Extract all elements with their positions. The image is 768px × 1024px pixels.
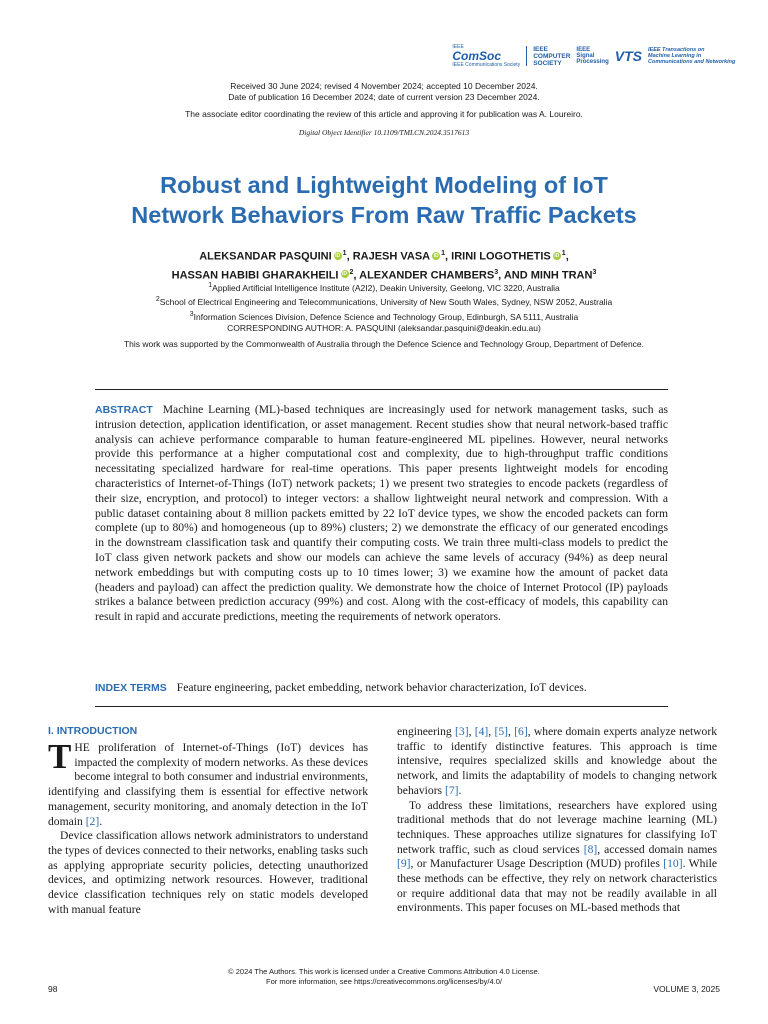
funding-note: This work was supported by the Commonwealth of Australia through the Defence Science and Technology Group, Department of Defence. bbox=[123, 339, 645, 349]
citation-link[interactable]: [6] bbox=[514, 725, 528, 738]
abstract-text: Machine Learning (ML)-based techniques are increasingly used for network management tasks, such as intrusion detection, application identification, or asset management. Recent studies show that neural network-based traffic analysis can achieve performance comparable to human feature-engineered ML pipelines. However, neural networks provide this performance at a higher computational cost and complexity, due to high-throughput traffic conditions necessitating specialized hardware for real-time operations. This paper presents lightweight models for encoding characteristics of Internet-of-Things (IoT) network packets; 1) we present two strategies to encode packets (regardless of their size, encryption, and protocol) to integer vectors: a shallow lightweight neural network and compression. With a public dataset containing about 8 million packets emitted by 22 IoT device types, we show the encoded packets can form complete (up to 80%) and homogeneous (up to 89%) clusters; 2) we demonstrate the efficacy of our generated encodings in the downstream classification task and quantify their computing costs. We train three multi-class models to predict the IoT class given network packets and show our models can achieve the same levels of accuracy (94%) as deep neural network embeddings but with computing costs up to 10 times lower; 3) we examine how the amount of packet data (headers and payload) can affect the prediction quality. We demonstrate how the choice of Internet Protocol (IP) payloads strikes a balance between prediction accuracy (99%) and cost. Along with the cost-efficacy of models, this capability can result in rapid and accurate predictions, meeting the requirements of network operators. bbox=[95, 403, 668, 624]
paragraph: THE proliferation of Internet-of-Things (IoT) devices has impacted the complexity of modern networks. As these devices become integral to both consumer and industrial environments, identifying and classifying them is essential for effective network management, security monitoring, and anomaly detection in the IoT domain [2]. bbox=[48, 737, 368, 828]
abstract-label: ABSTRACT bbox=[95, 404, 153, 416]
divider bbox=[95, 389, 668, 390]
author-list: ALEKSANDAR PASQUINI iD $^1$, RAJESH VASA iD $^1$, IRINI LOGOTHETIS iD $^1$, HASSAN HABIBI GHARAKHEILI iD $^2$, ALEXANDER CHAMBERS$^3$, AND MINH TRAN$^3$ bbox=[171, 250, 597, 282]
paper-title: Robust and Lightweight Modeling of IoT Network Behaviors From Raw Traffic Packets bbox=[131, 172, 637, 228]
paragraph: engineering [3], [4], [5], [6], where domain experts analyze network traffic to identify distinctive features. This approach is time intensive, requires specialized skills and knowledge about the network, and limits the adaptability of models to changing network behaviors [7]. bbox=[397, 725, 718, 797]
left-column bbox=[48, 737, 368, 917]
paragraph: Device classification allows network administrators to understand the types of devices connected to their networks, enabling tasks such as applying appropriate security policies, detecting unauthorized devices, and optimizing network resources. However, traditional device classification techniques rely on static models developed with manual feature bbox=[48, 829, 368, 916]
vts-logo: VTS bbox=[614, 48, 642, 64]
citation-link[interactable]: [5] bbox=[494, 725, 508, 738]
computer-society-logo: IEEE COMPUTER SOCIETY bbox=[533, 45, 571, 67]
orcid-icon[interactable]: iD bbox=[342, 271, 347, 278]
license-note: © 2024 The Authors. This work is licensed under a Creative Commons Attribution 4.0 License. For more information, see https://creativecommons.org/licenses/by/4.0/ bbox=[228, 967, 540, 986]
citation-link[interactable]: [4] bbox=[474, 725, 489, 738]
orcid-icon[interactable]: iD bbox=[433, 252, 439, 259]
author-name: ALEKSANDAR PASQUINI bbox=[199, 250, 332, 263]
comsoc-logo: IEEE ComSoc IEEE Communications Society bbox=[452, 43, 521, 68]
volume-info: VOLUME 3, 2025 bbox=[653, 984, 720, 994]
abstract bbox=[95, 403, 668, 625]
affiliations bbox=[0, 280, 768, 334]
right-column bbox=[397, 725, 717, 916]
publication-dates: Date of publication 16 December 2024; date of current version 23 December 2024. bbox=[228, 92, 540, 102]
citation-link[interactable]: [8] bbox=[583, 842, 598, 856]
author-name: HASSAN HABIBI GHARAKHEILI bbox=[171, 269, 339, 282]
author-name: MINH TRAN bbox=[530, 269, 593, 282]
citation-link[interactable]: [2] bbox=[85, 814, 100, 828]
author-name: IRINI LOGOTHETIS bbox=[451, 250, 551, 263]
index-terms-text: Feature engineering, packet embedding, network behavior characterization, IoT devices. bbox=[176, 681, 587, 694]
author-name: ALEXANDER CHAMBERS bbox=[359, 269, 495, 282]
received-dates: Received 30 June 2024; revised 4 November 2024; accepted 10 December 2024. bbox=[230, 81, 538, 91]
citation-link[interactable]: [7] bbox=[444, 783, 459, 797]
index-terms bbox=[95, 681, 668, 694]
affiliation: $^2$School of Electrical Engineering and Telecommunications, University of New South Wales, Sydney, NSW 2052, Australia bbox=[155, 296, 613, 308]
corresponding-author: CORRESPONDING AUTHOR: A. PASQUINI (aleksandar.pasquini@deakin.edu.au) bbox=[227, 322, 541, 333]
affiliation: $^1$Applied Artificial Intelligence Institute (A2I2), Deakin University, Geelong, VIC 3220, Australia bbox=[208, 282, 560, 293]
editor-note: The associate editor coordinating the review of this article and approving it for publication was A. Loureiro. bbox=[185, 109, 583, 119]
citation-link[interactable]: [9] bbox=[397, 857, 411, 871]
citation-link[interactable]: [3] bbox=[455, 725, 469, 738]
orcid-icon[interactable]: iD bbox=[335, 252, 341, 259]
citation-link[interactable]: [10] bbox=[663, 857, 683, 871]
orcid-icon[interactable]: iD bbox=[554, 252, 560, 259]
signal-processing-logo: IEEE Signal Processing bbox=[576, 47, 609, 65]
drop-cap: T bbox=[48, 737, 72, 776]
page-number: 98 bbox=[48, 984, 58, 994]
publisher-logos bbox=[452, 44, 748, 68]
divider bbox=[95, 706, 668, 707]
affiliation: $^3$Information Sciences Division, Defence Science and Technology Group, Edinburgh, SA 5111, Australia bbox=[189, 310, 579, 322]
logo-divider bbox=[526, 46, 527, 66]
doi: Digital Object Identifier 10.1109/TMLCN.2024.3517613 bbox=[298, 128, 470, 137]
paragraph: To address these limitations, researchers have explored using traditional methods that do not leverage machine learning (ML) techniques. These approaches utilize signatures for classifying IoT network traffic, such as cloud services [8], accessed domain names [9], or Manufacturer Usage Description (MUD) profiles [10]. While these methods can be effective, they rely on network characteristics or require additional data that may not be readily available in all environments. This paper focuses on ML-based methods that bbox=[397, 798, 718, 915]
author-name: RAJESH VASA bbox=[352, 250, 431, 263]
section-heading: I. INTRODUCTION bbox=[48, 725, 138, 737]
journal-name-logo: IEEE Transactions on Machine Learning in Communications and Networking bbox=[648, 47, 736, 65]
index-terms-label: INDEX TERMS bbox=[95, 682, 167, 694]
